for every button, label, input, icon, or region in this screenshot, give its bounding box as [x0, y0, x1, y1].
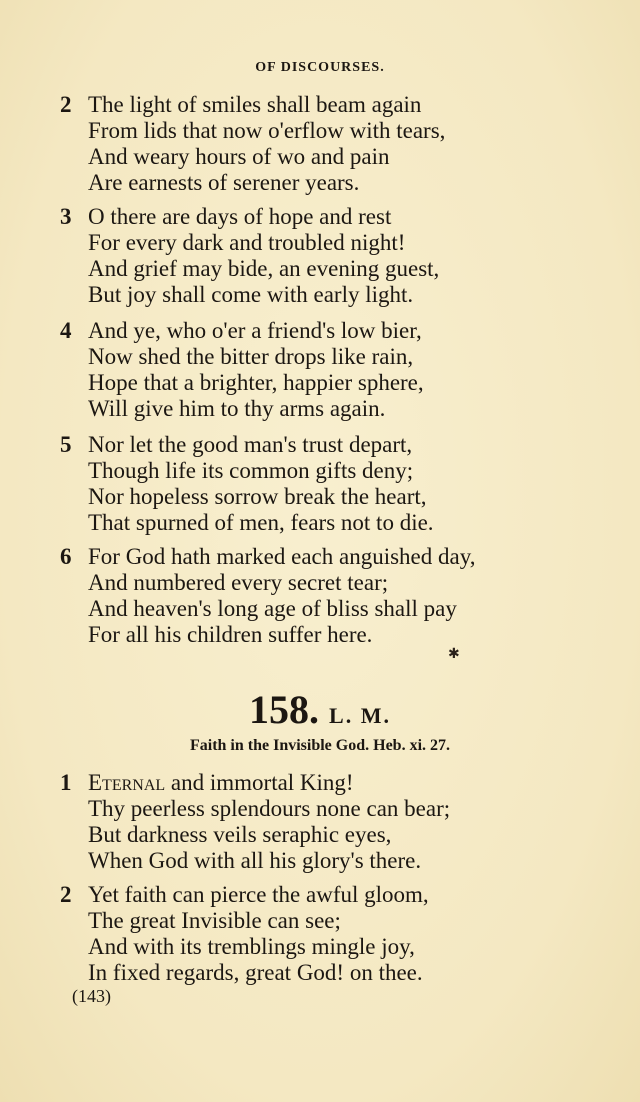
verse-line: Nor hopeless sorrow break the heart, [88, 484, 427, 509]
verse-line: 2 The light of smiles shall beam again [60, 92, 422, 117]
verse-line: 3 O there are days of hope and rest [60, 204, 392, 229]
verse-line: In fixed regards, great God! on thee. [88, 960, 423, 985]
verse-line: And with its tremblings mingle joy, [88, 934, 415, 959]
verse-line: 5 Nor let the good man's trust depart, [60, 432, 413, 457]
verse-line: 2 Yet faith can pierce the awful gloom, [60, 882, 429, 907]
stanza [60, 432, 580, 536]
verse-line: That spurned of men, fears not to die. [88, 510, 434, 535]
running-head: OF DISCOURSES. [255, 60, 385, 75]
verse-line: Now shed the bitter drops like rain, [88, 344, 414, 369]
stanza-number: 4 [60, 318, 72, 343]
stanza [60, 544, 580, 648]
ornament-asterisk: ✱ [448, 646, 460, 662]
verse-line: When God with all his glory's there. [88, 848, 422, 873]
verse-line: Hope that a brighter, happier sphere, [88, 370, 424, 395]
page-number: (143) [72, 986, 111, 1006]
stanza-number: 6 [60, 544, 72, 569]
verse-line: 4 And ye, who o'er a friend's low bier, [60, 318, 422, 343]
stanza [60, 204, 580, 308]
verse-line: Thy peerless splendours none can bear; [88, 796, 451, 821]
hymn-subtitle: Faith in the Invisible God. Heb. xi. 27. [189, 737, 451, 754]
verse-line: For all his children suffer here. [88, 622, 373, 647]
hymn-meter: L. M. [329, 703, 391, 728]
verse-line: From lids that now o'erflow with tears, [88, 118, 446, 143]
verse-line: Will give him to thy arms again. [88, 396, 386, 421]
stanza [60, 318, 580, 422]
verse-line: And grief may bide, an evening guest, [88, 256, 440, 281]
verse-line: Though life its common gifts deny; [88, 458, 414, 483]
verse-line: The great Invisible can see; [88, 908, 341, 933]
first-word: Eternal [88, 770, 166, 795]
stanza [60, 92, 580, 196]
verse-line: Are earnests of serener years. [88, 170, 360, 195]
hymn-number: 158. [249, 687, 320, 732]
verse-line: For every dark and troubled night! [88, 230, 406, 255]
verse-line: And weary hours of wo and pain [88, 144, 390, 169]
stanza [60, 882, 580, 986]
stanza-number: 5 [60, 432, 72, 457]
verse-line: And heaven's long age of bliss shall pay [88, 596, 457, 621]
verse-line: 6 For God hath marked each anguished day, [60, 544, 476, 569]
stanza-number: 3 [60, 204, 72, 229]
stanza-number: 2 [60, 92, 72, 117]
verse-line: But joy shall come with early light. [88, 282, 414, 307]
verse-line: 1 Eternal and immortal King! [60, 770, 354, 795]
hymn-heading [0, 686, 640, 733]
verse-line: But darkness veils seraphic eyes, [88, 822, 392, 847]
stanza [60, 770, 580, 874]
stanza-number: 2 [60, 882, 72, 907]
stanza-number: 1 [60, 770, 72, 795]
verse-line: And numbered every secret tear; [88, 570, 389, 595]
